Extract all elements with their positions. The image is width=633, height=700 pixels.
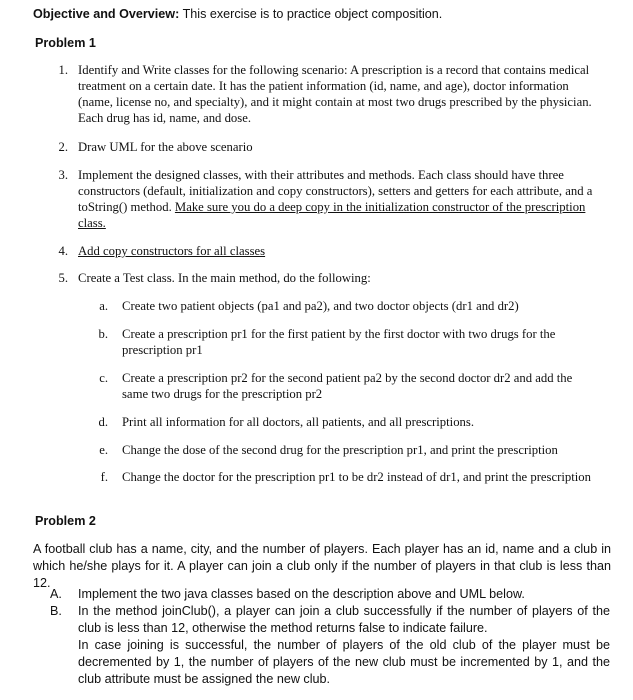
sub-list-item-text: Change the doctor for the prescription pr1 to be dr2 instead of dr1, and print the prescription <box>122 470 591 484</box>
sub-list-item-letter: c. <box>99 371 108 385</box>
list-item-text: Draw UML for the above scenario <box>78 140 253 154</box>
list-item-letter: A. <box>50 587 62 601</box>
deep-copy-note: Make sure you do a deep copy in the initialization constructor of the prescription class. <box>78 200 586 230</box>
sub-list-item-letter: a. <box>99 299 108 313</box>
list-item-text: Create a Test class. In the main method, do the following: <box>78 271 371 285</box>
sub-list-item-letter: f. <box>100 470 108 484</box>
objective-line <box>33 6 623 23</box>
objective-text: This exercise is to practice object composition. <box>179 7 443 21</box>
problem1-heading: Problem 1 <box>35 36 96 50</box>
list-item-text: Implement the two java classes based on the description above and UML below. <box>78 587 525 601</box>
list-item-number: 3. <box>58 168 68 182</box>
list-item-text-plain: Implement the designed classes, with their attributes and methods. Each class should have three constructors (default, initialization and copy constructors), setters and getters for each attribute, and a toString() method. <box>78 168 593 214</box>
sub-list-item-letter: b. <box>98 327 108 341</box>
problem2-intro: A football club has a name, city, and the number of players. Each player has an id, name and a club in which he/she plays for it. A player can join a club only if the number of players in that club is less than 12. <box>33 542 611 590</box>
list-item-number: 4. <box>58 244 68 258</box>
list-item-number: 5. <box>58 271 68 285</box>
problem2-heading: Problem 2 <box>35 514 96 528</box>
sub-list-item-text: Change the dose of the second drug for the prescription pr1, and print the prescription <box>122 443 558 457</box>
sub-list-item-letter: e. <box>99 443 108 457</box>
sub-list-item-text: Print all information for all doctors, all patients, and all prescriptions. <box>122 415 474 429</box>
sub-list-item-text: Create two patient objects (pa1 and pa2), and two doctor objects (dr1 and dr2) <box>122 299 519 313</box>
list-item-number: 2. <box>58 140 68 154</box>
list-item-letter: B. <box>50 604 62 618</box>
join-club-rule: In the method joinClub(), a player can join a club successfully if the number of players of the club is less than 12, otherwise the method returns false to indicate failure. <box>78 604 610 635</box>
sub-list-item-text: Create a prescription pr2 for the second patient pa2 by the second doctor dr2 and add the same two drugs for the prescription pr2 <box>122 371 573 401</box>
join-club-success-rule: In case joining is successful, the number of players of the old club of the player must be decremented by 1, the number of players of the new club must be incremented by 1, and the club attribute must be assigned the new club. <box>78 638 610 686</box>
copy-constructors-note: Add copy constructors for all classes <box>78 244 266 258</box>
list-item-number: 1. <box>58 63 68 77</box>
sub-list-item-letter: d. <box>98 415 108 429</box>
sub-list-item-text: Create a prescription pr1 for the first patient by the first doctor with two drugs for the prescription pr1 <box>122 327 556 357</box>
list-item-text <box>78 167 600 231</box>
objective-label: Objective and Overview: <box>33 7 180 21</box>
list-item-text: Identify and Write classes for the following scenario: A prescription is a record that contains medical treatment on a certain date. It has the patient information (id, name, and age), doctor information (name, license no, and specialty), and it might contain at most two drugs prescribed by the physician. Each drug has id, name, and dose. <box>78 63 592 125</box>
list-item-text <box>78 603 610 688</box>
